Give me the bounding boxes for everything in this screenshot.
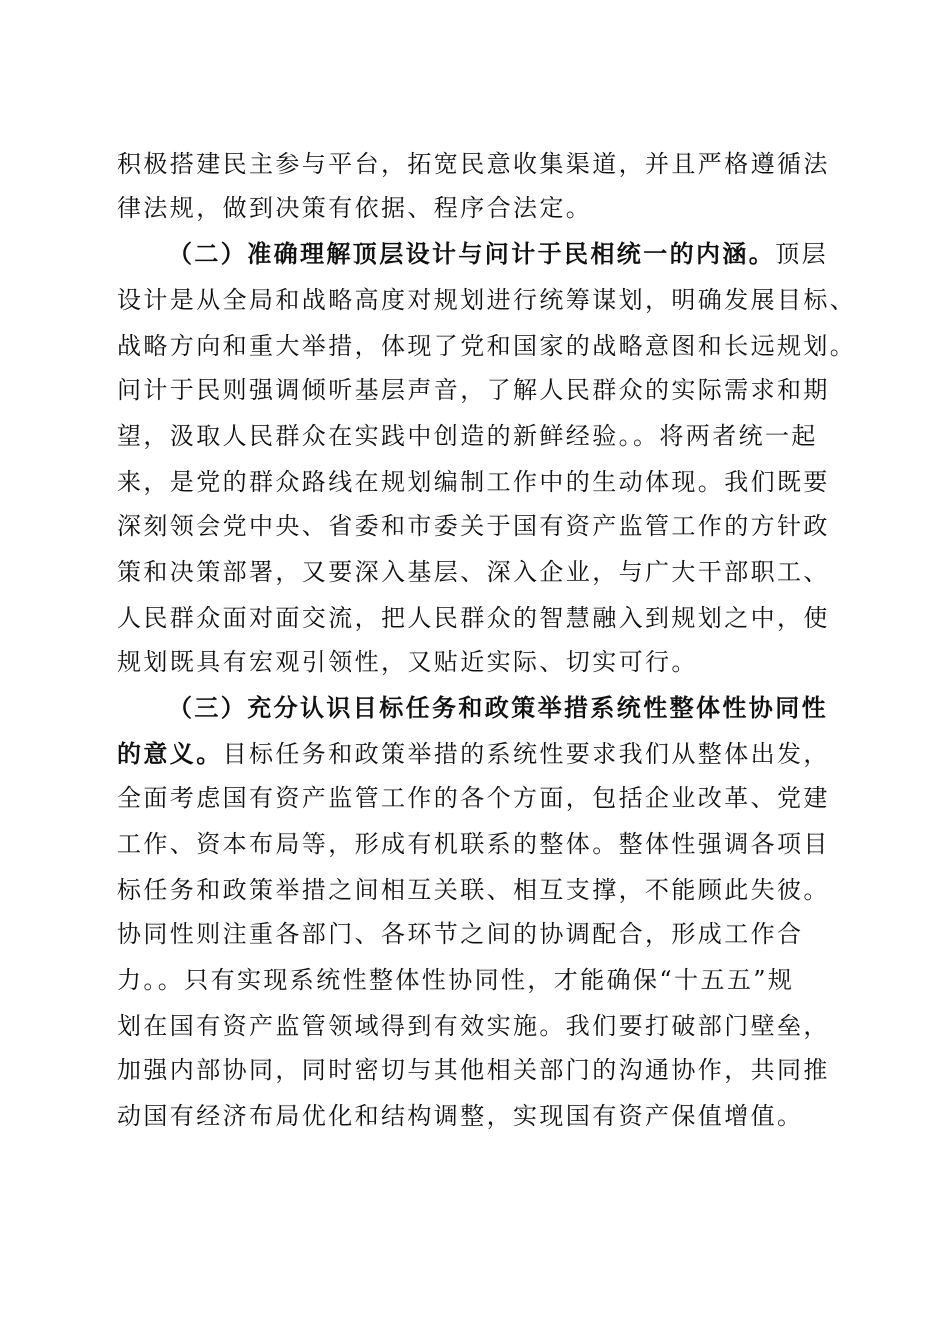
section-3-heading-end: 的意义。	[117, 739, 223, 768]
section-2-line-9: 规划既具有宏观引领性，又贴近实际、切实可行。	[117, 648, 698, 676]
section-2-line-7: 策和决策部署，又要深入基层、深入企业，与广大干部职工、	[117, 558, 830, 586]
section-2-line-8: 人民群众面对面交流，把人民群众的智慧融入到规划之中，使	[117, 604, 830, 632]
section-2-heading: （二）准确理解顶层设计与问计于民相统一的内涵。	[168, 239, 776, 268]
section-3-heading-tail: 目标任务和政策举措的系统性要求我们从整体出发，	[222, 740, 830, 768]
section-2-heading-line	[168, 234, 888, 274]
section-2-line-2: 战略方向和重大举措，体现了党和国家的战略意图和长远规划。	[117, 332, 857, 360]
section-3-line-6: 划在国有资产监管领域得到有效实施。我们要打破部门壁垒，	[117, 1012, 830, 1040]
section-3-line-1: 全面考虑国有资产监管工作的各个方面，包括企业改革、党建	[117, 784, 830, 812]
section-2-line-3: 问计于民则强调倾听基层声音，了解人民群众的实际需求和期	[117, 376, 830, 404]
section-3-line-4: 协同性则注重各部门、各环节之间的协调配合，形成工作合	[117, 920, 804, 948]
section-2-line-4: 望，汲取人民群众在实践中创造的新鲜经验。。将两者统一起	[117, 422, 818, 450]
section-3-line-7: 加强内部协同，同时密切与其他相关部门的沟通协作，共同推	[117, 1056, 830, 1084]
section-2-line-1: 设计是从全局和战略高度对规划进行统筹谋划，明确发展目标、	[117, 286, 857, 314]
section-2-heading-tail: 顶层	[775, 240, 829, 268]
section-3-line-5: 力。。只有实现系统性整体性协同性，才能确保“十五五”规	[117, 966, 795, 994]
section-3-line-8: 动国有经济布局优化和结构调整，实现国有资产保值增值。	[117, 1102, 804, 1130]
section-3-heading-line-2	[117, 734, 837, 774]
intro-line-2: 律法规，做到决策有依据、程序合法定。	[117, 194, 593, 222]
section-3-heading: （三）充分认识目标任务和政策举措系统性整体性协同性	[168, 693, 828, 722]
section-2-line-6: 深刻领会党中央、省委和市委关于国有资产监管工作的方针政	[117, 512, 830, 540]
section-2-line-5: 来，是党的群众路线在规划编制工作中的生动体现。我们既要	[117, 468, 830, 496]
section-3-line-3: 标任务和政策举措之间相互关联、相互支撑，不能顾此失彼。	[117, 876, 830, 904]
intro-line-1: 积极搭建民主参与平台，拓宽民意收集渠道，并且严格遵循法	[117, 150, 830, 178]
section-3-line-2: 工作、资本布局等，形成有机联系的整体。整体性强调各项目	[117, 830, 830, 858]
